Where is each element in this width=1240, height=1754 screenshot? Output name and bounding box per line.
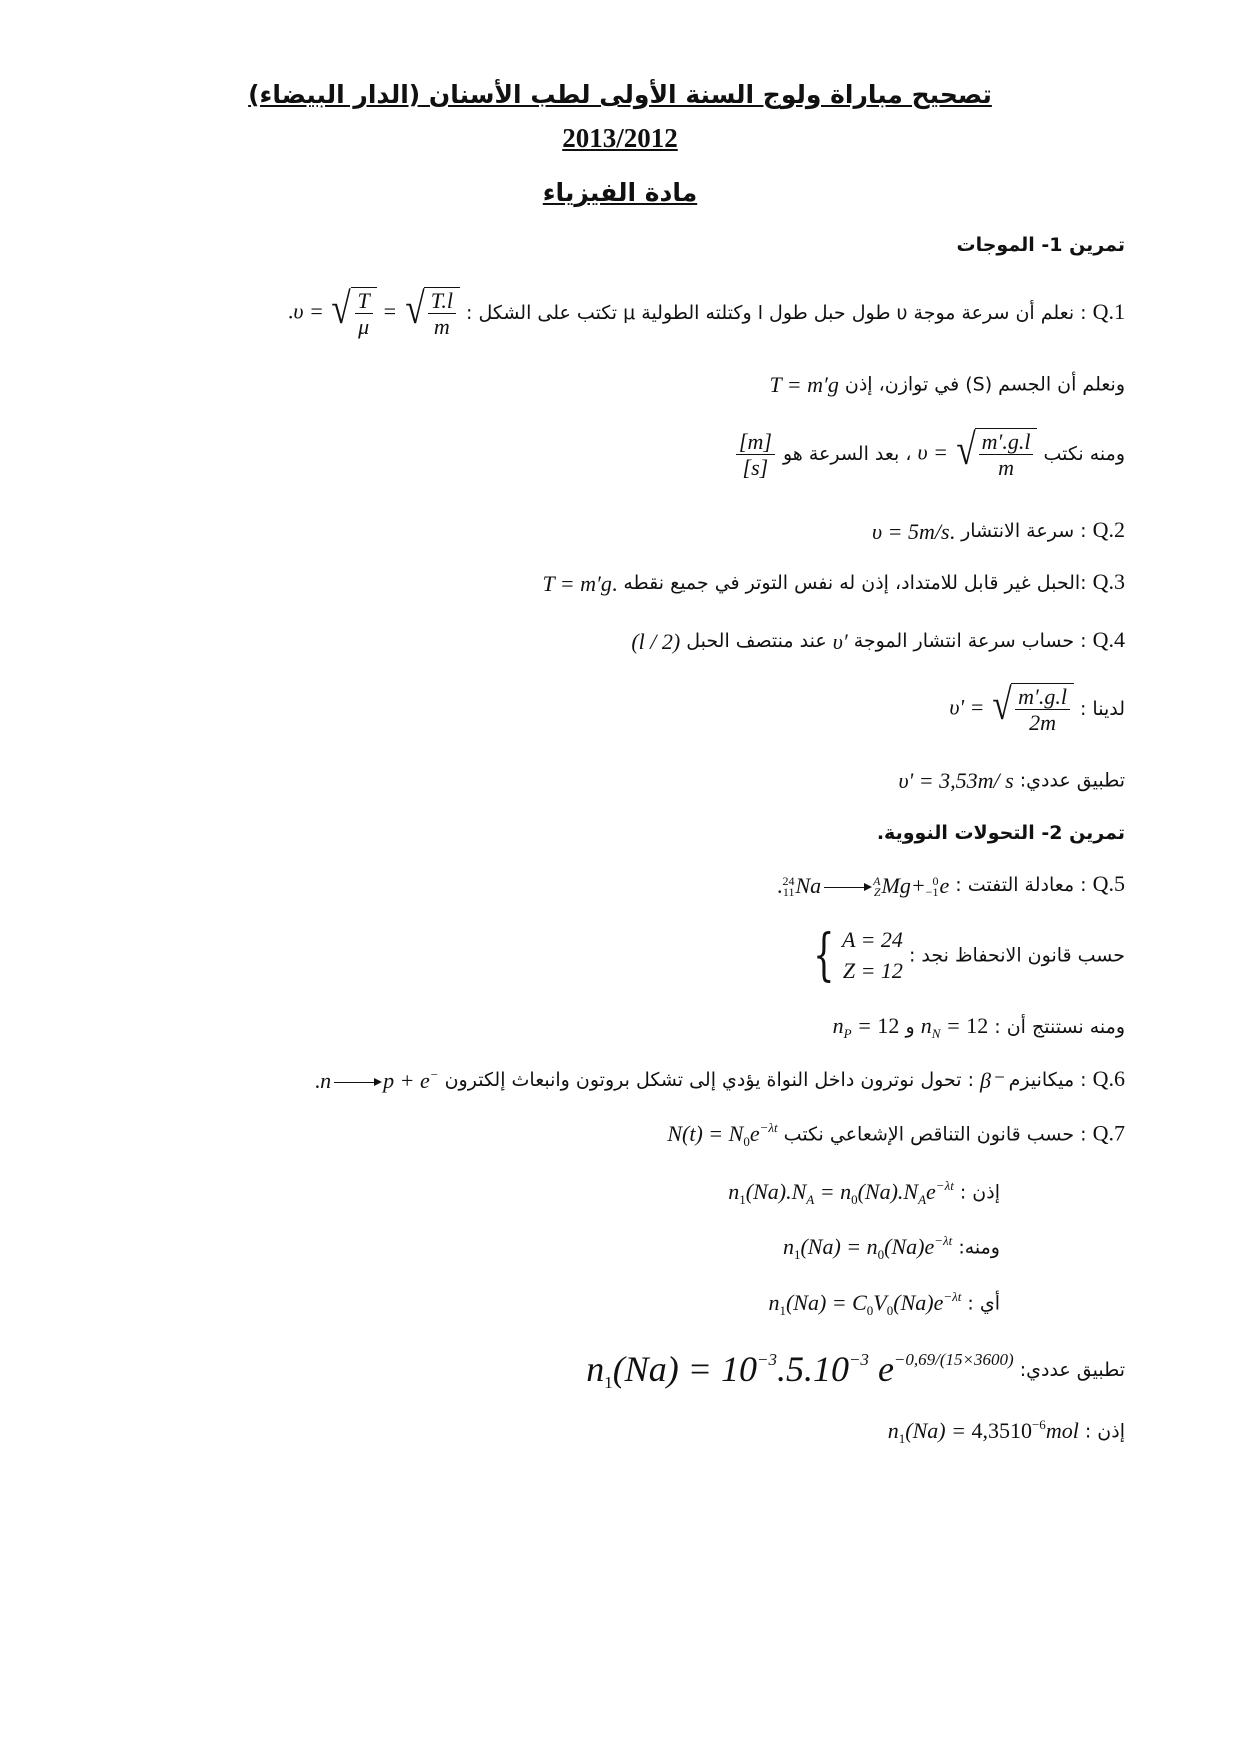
speed-dimension: $\frac{[m]}{[s]}$ <box>734 429 777 481</box>
tension-text: ونعلم أن الجسم (S) في توازن، إذن <box>844 373 1125 396</box>
conservation-line <box>65 922 1125 988</box>
conservation-system: { A = 24 Z = 12 <box>813 922 903 988</box>
q2-line <box>65 517 1125 545</box>
step2-formula: $n_1(Na) = n_0(Na)e^{-\lambda t}$ <box>782 1233 953 1262</box>
lidayna-text: لدينا : <box>1079 697 1125 720</box>
q5-text: : معادلة التفتت : <box>955 874 1087 896</box>
q7-text: : حسب قانون التناقص الإشعاعي نكتب <box>783 1123 1087 1146</box>
deduce-and: و <box>905 1016 915 1038</box>
speed-line <box>65 425 1125 481</box>
lidayna-line <box>65 680 1125 736</box>
ex1-numeric-value: υ' = 3,53m/ s <box>898 768 1014 793</box>
q7-line <box>65 1120 1125 1150</box>
speed-formula: υ = √ $\frac{m'.g.l}{m}$ <box>918 428 1038 481</box>
q4-symbol: υ′ <box>832 628 848 654</box>
document-year: 2013/2012 <box>562 123 678 153</box>
q1-formula: .υ = √ $\frac{T}{\mu}$ = √ $\frac{T.l}{m}$ <box>288 287 460 340</box>
q6-label: Q.6 <box>1092 1066 1125 1091</box>
q6-line <box>65 1066 1125 1094</box>
neutron-count: $n_N = 12$ <box>920 1013 989 1041</box>
deduce-line <box>65 1013 1125 1042</box>
q6-text-b: : تحول نوترون داخل النواة يؤدي إلى تشكل بروتون وانبعاث إلكترون <box>444 1069 974 1091</box>
result-line <box>65 1417 1125 1447</box>
speed-text-b: ، بعد السرعة هو <box>782 442 912 465</box>
ex2-numeric-text: تطبيق عددي: <box>1019 1359 1125 1381</box>
q1-line <box>65 284 1125 340</box>
q6-text-a: : ميكانيزم <box>1008 1069 1087 1091</box>
q3-line <box>65 569 1125 597</box>
step3-text: أي : <box>967 1292 1000 1315</box>
beta-equation: .n p + e− <box>314 1067 439 1093</box>
exercise-1-heading: تمرين 1- الموجات <box>956 234 1125 256</box>
q3-value: T = m′g. <box>542 570 618 596</box>
tension-formula: T = m′g <box>769 372 839 397</box>
q1-label: Q.1 <box>1092 298 1125 324</box>
proton-count: $n_P = 12$ <box>832 1013 900 1041</box>
step1-line <box>0 1178 1000 1208</box>
q2-text: : سرعة الانتشار <box>961 520 1087 542</box>
step2-line <box>0 1233 1000 1263</box>
subject-title: مادة الفيزياء <box>542 178 698 207</box>
q1-text: : نعلم أن سرعة موجة υ طول حبل طول l وكتلته الطولية μ تكتب على الشكل : <box>466 301 1087 324</box>
step1-formula: $n_1(Na).N_A = n_0(Na).N_Ae^{-\lambda t}$ <box>728 1178 954 1207</box>
decay-law: $N(t) = N_0e^{-\lambda t}$ <box>667 1120 778 1149</box>
decay-equation: . 24 11 Na A Z Mg+ 0 −1 e <box>776 872 950 900</box>
q3-label: Q.3 <box>1092 569 1125 594</box>
step1-text: إذن : <box>959 1181 1000 1204</box>
result-text: إذن : <box>1084 1420 1125 1443</box>
deduce-text: ومنه نستنتج أن : <box>994 1016 1125 1038</box>
ex2-numeric-formula: $n_1(Na) = 10^{-3}.5.10^{-3}$ $e^{-0,69/(15\times 3600)}$ <box>586 1349 1014 1392</box>
q4-text-a: : حساب سرعة انتشار الموجة <box>853 630 1087 652</box>
speed-text-a: ومنه نكتب <box>1043 442 1125 465</box>
step3-formula: $n_1(Na) = C_0V_0(Na)e^{-\lambda t}$ <box>768 1289 962 1318</box>
q4-position: (l / 2) <box>631 628 681 654</box>
q2-label: Q.2 <box>1092 517 1125 542</box>
conservation-text: حسب قانون الانحفاظ نجد : <box>908 944 1125 967</box>
q4-label: Q.4 <box>1092 627 1125 652</box>
q5-line <box>65 871 1125 899</box>
q3-text: :الحبل غير قابل للامتداد، إذن له نفس التوتر في جميع نقطه <box>623 572 1087 594</box>
q7-label: Q.7 <box>1092 1120 1125 1146</box>
step3-line <box>0 1289 1000 1319</box>
half-speed-formula: υ' = √ $\frac{m'.g.l}{2m}$ <box>949 683 1074 736</box>
q5-label: Q.5 <box>1092 871 1125 896</box>
step2-text: ومنه: <box>958 1236 1000 1259</box>
tension-line <box>65 372 1125 398</box>
result-value: $n_1(Na) = 4,3510^{-6}mol$ <box>887 1417 1079 1446</box>
q4-text-b: عند منتصف الحبل <box>686 630 827 652</box>
document-title: تصحيح مباراة ولوج السنة الأولى لطب الأسنان (الدار البيضاء) <box>248 80 992 109</box>
ex2-numeric-line <box>65 1348 1125 1393</box>
ex1-numeric-text: تطبيق عددي: <box>1019 769 1125 792</box>
q2-value: υ = 5m/s. <box>872 518 956 544</box>
q4-line <box>65 627 1125 655</box>
beta-symbol: β⁻ <box>980 1067 1003 1093</box>
ex1-numeric-line <box>65 768 1125 794</box>
exercise-2-heading: تمرين 2- التحولات النووية. <box>876 822 1125 844</box>
